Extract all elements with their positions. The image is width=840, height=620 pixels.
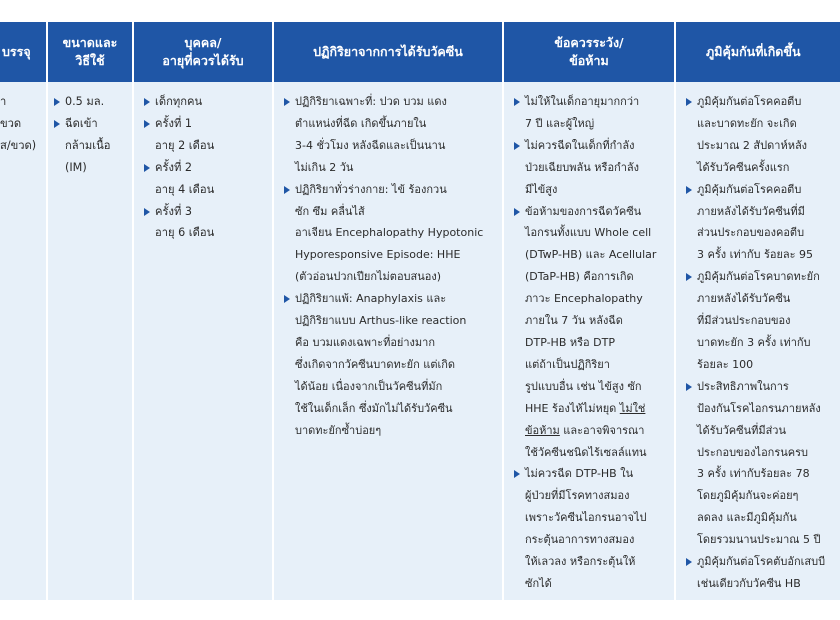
header-line: ภูมิคุ้มกันที่เกิดขึ้น (706, 44, 801, 59)
header-line: บุคคล/ (184, 35, 222, 50)
item-line: ไม่เกิน 2 วัน (295, 160, 354, 174)
column-header (274, 22, 502, 82)
header-line: ปฏิกิริยาจากการได้รับวัคซีน (313, 44, 463, 59)
item-line: ประมาณ 2 สัปดาห์หลัง (697, 138, 808, 152)
list-item (514, 135, 666, 201)
item-line: ภายหลังได้รับวัคซีน (697, 292, 791, 306)
item-line: อายุ 2 เดือน (155, 138, 215, 152)
item-line: อาเจียน Encephalopathy Hypotonic (295, 226, 484, 240)
column-header (48, 22, 132, 82)
column-body (134, 82, 272, 244)
item-line: (IM) (65, 160, 87, 174)
item-line: DTP-HB หรือ DTP (525, 335, 615, 349)
column-body (676, 82, 840, 595)
list-item (514, 91, 666, 135)
item-line: อายุ 4 เดือน (155, 182, 215, 196)
list-item (144, 157, 264, 201)
column-body (48, 82, 132, 179)
item-line: ภายหลังได้รับวัคซีนที่มี (697, 204, 805, 218)
item-line: 7 ปี และผู้ใหญ่ (525, 116, 595, 130)
item-line: ผู้ป่วยที่มีโรคทางสมอง (525, 489, 630, 503)
list-item (144, 201, 264, 245)
item-line: รูปแบบอื่น เช่น ไข้สูง ซัก (525, 379, 642, 393)
item-line: Hyporesponsive Episode: HHE (295, 248, 461, 262)
underlined-text: ข้อห้าม (525, 423, 560, 437)
item-line: 3 ครั้ง เท่ากับร้อยละ 78 (697, 467, 810, 481)
item-line: บาดทะยัก 3 ครั้ง เท่ากับ (697, 335, 811, 349)
list-item (144, 113, 264, 157)
column-immunity (676, 22, 840, 600)
header-line: ข้อควรระวัง/ (554, 35, 624, 50)
header-line: อายุที่ควรได้รับ (162, 53, 244, 68)
list-item (144, 91, 264, 113)
item-line: ข้อห้าม และอาจพิจารณา (525, 423, 645, 437)
item-line: (ตัวอ่อนปวกเปียกไม่ตอบสนอง) (295, 270, 442, 284)
item-line: ได้รับวัคซีนที่มีส่วน (697, 423, 786, 437)
item-line: ซักได้ (525, 576, 552, 590)
header-line: บรรจุ (2, 44, 31, 59)
item-line: ปฏิกิริยาเฉพาะที่: ปวด บวม แดง (295, 95, 447, 108)
item-line: โดยรวมนานประมาณ 5 ปี (697, 533, 821, 547)
item-line: (DTaP-HB) คือการเกิด (525, 270, 634, 284)
item-line: ให้เลวลง หรือกระตุ้นให้ (525, 555, 636, 569)
item-line: ครั้งที่ 2 (155, 160, 193, 174)
column-packaging (0, 22, 46, 600)
item-line: เด็กทุกคน (155, 95, 203, 108)
item-line: เพราะวัคซีนไอกรนอาจไป (525, 511, 647, 525)
item-line: คือ บวมแดงเฉพาะที่อย่างมาก (295, 335, 436, 349)
item-line: ภูมิคุ้มกันต่อโรคคอตีบ (697, 182, 802, 196)
item-line: 3-4 ชั่วโมง หลังฉีดและเป็นนาน (295, 138, 446, 152)
list-item (686, 179, 832, 267)
item-line: ปฏิกิริยาแบบ Arthus-like reaction (295, 314, 467, 328)
item-line: ใช้ในเด็กเล็ก ซึ่งมักไม่ได้รับวัคซีน (295, 401, 453, 415)
item-line: แต่ถ้าเป็นปฏิกิริยา (525, 357, 610, 371)
header-line: ข้อห้าม (569, 53, 609, 68)
item-line: HHE ร้องไห้ไม่หยุด ไม่ใช่ (525, 401, 646, 415)
vaccine-table (0, 22, 840, 600)
item-line: กระตุ้นอาการทางสมอง (525, 533, 635, 547)
item-line: กล้ามเนื้อ (65, 138, 111, 152)
item-line: ปฏิกิริยาทั่วร่างกาย: ไข้ ร้องกวน (295, 182, 447, 196)
item-line: ร้อยละ 100 (697, 357, 754, 371)
list-item (514, 201, 666, 464)
item-line: ปฏิกิริยาแพ้: Anaphylaxis และ (295, 292, 447, 306)
item-line: ใช้วัคซีนชนิดไร้เซลล์แทน (525, 445, 647, 459)
item-line: โดยภูมิคุ้มกันจะค่อยๆ (697, 489, 799, 503)
item-line: ไอกรนทั้งแบบ Whole cell (525, 226, 652, 240)
item-line: ที่มีส่วนประกอบของ (697, 314, 791, 328)
column-precautions (504, 22, 674, 600)
list-item (284, 288, 494, 441)
column-header (504, 22, 674, 82)
item-line: ภูมิคุ้มกันต่อโรคตับอักเสบบี (697, 555, 826, 569)
item-line: ข้อห้ามของการฉีดวัคซีน (525, 204, 642, 218)
item-line: มีไข้สูง (525, 182, 558, 196)
column-body (0, 82, 46, 157)
item-line: เช่นเดียวกับวัคซีน HB (697, 576, 801, 590)
item-line: ไม่ให้ในเด็กอายุมากกว่า (525, 95, 640, 108)
list-item (686, 91, 832, 179)
list-item (54, 91, 124, 113)
item-line: ซึ่งเกิดจากวัคซีนบาดทะยัก แต่เกิด (295, 357, 456, 371)
item-line: ได้น้อย เนื่องจากเป็นวัคซีนที่มัก (295, 379, 443, 393)
item-line: 3 ครั้ง เท่ากับ ร้อยละ 95 (697, 248, 814, 262)
cell-line: า (0, 95, 7, 108)
list-item (54, 113, 124, 179)
list-item (514, 463, 666, 594)
list-item (686, 551, 832, 595)
item-line: ภายใน 7 วัน หลังฉีด (525, 314, 623, 328)
item-line: อายุ 6 เดือน (155, 226, 215, 240)
column-header (676, 22, 840, 82)
cell-line: ส/ขวด) (0, 138, 37, 152)
cell-line: ขวด (0, 116, 22, 130)
item-line: ซัก ซึม คลื่นไส้ (295, 204, 365, 218)
column-recipient-age (134, 22, 272, 600)
item-line: ไม่ควรฉีดในเด็กที่กำลัง (525, 138, 635, 152)
column-dose-route (48, 22, 132, 600)
item-line: ภาวะ Encephalopathy (525, 292, 643, 306)
column-header (134, 22, 272, 82)
item-line: ได้รับวัคซีนครั้งแรก (697, 160, 790, 174)
column-reactions (274, 22, 502, 600)
list-item (284, 179, 494, 289)
item-line: ครั้งที่ 3 (155, 204, 193, 218)
item-line: (DTwP-HB) และ Acellular (525, 248, 657, 262)
underlined-text: ไม่ใช่ (619, 401, 646, 415)
item-line: ภูมิคุ้มกันต่อโรคคอตีบ (697, 95, 802, 108)
item-line: และบาดทะยัก จะเกิด (697, 116, 797, 130)
list-item (686, 376, 832, 551)
header-line: ขนาดและ (62, 35, 118, 50)
list-item (686, 266, 832, 376)
column-header (0, 22, 46, 82)
item-line: ประสิทธิภาพในการ (697, 379, 789, 393)
item-line: ครั้งที่ 1 (155, 116, 193, 130)
column-body (274, 82, 502, 442)
item-line: ไม่ควรฉีด DTP-HB ใน (525, 467, 634, 481)
column-body (504, 82, 674, 595)
item-line: ตำแหน่งที่ฉีด เกิดขึ้นภายใน (295, 116, 427, 130)
item-line: ฉีดเข้า (65, 116, 98, 130)
item-line: ลดลง และมีภูมิคุ้มกัน (697, 511, 797, 525)
item-line: ส่วนประกอบของคอตีบ (697, 226, 805, 240)
item-line: ภูมิคุ้มกันต่อโรคบาดทะยัก (697, 270, 820, 284)
list-item (284, 91, 494, 179)
header-line: วิธีใช้ (75, 53, 105, 68)
item-line: ประกอบของไอกรนครบ (697, 445, 809, 459)
item-line: 0.5 มล. (65, 95, 105, 108)
item-line: ป่วยเฉียบพลัน หรือกำลัง (525, 160, 640, 174)
item-line: บาดทะยักซ้ำบ่อยๆ (295, 423, 382, 437)
item-line: ป้องกันโรคไอกรนภายหลัง (697, 401, 821, 415)
